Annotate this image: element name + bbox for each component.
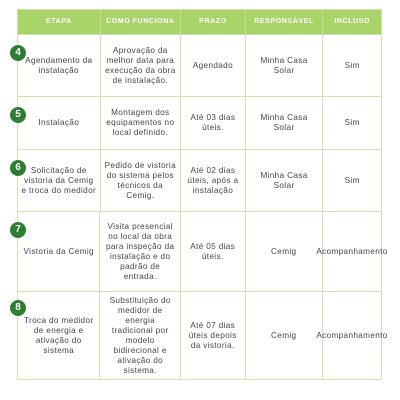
header-prazo: PRAZO	[181, 10, 246, 34]
steps-table	[15, 9, 388, 380]
cell-responsavel: Cemig	[246, 292, 323, 379]
step-number-badge: 8	[10, 300, 26, 316]
cell-responsavel: Minha Casa Solar	[246, 35, 324, 96]
cell-prazo: Até 02 dias úteis, após a instalação	[181, 150, 246, 211]
cell-como-funciona: Montagem dos equipamentos no local definido.	[101, 97, 182, 149]
cell-como-funciona: Visita presencial no local da obra para inspeção da instalação e do padrão de entrada.	[100, 212, 180, 291]
header-incluso: INCLUSO	[334, 18, 371, 25]
cell-prazo: Até 05 dias úteis.	[181, 212, 246, 291]
cell-prazo: Até 07 dias úteis depois da vistoria.	[181, 292, 246, 379]
table-row	[15, 35, 381, 97]
step-number-badge: 4	[10, 45, 26, 61]
cell-como-funciona: Aprovação da melhor data para execução da obra de instalação.	[101, 35, 182, 96]
cell-prazo: Agendado	[181, 35, 246, 96]
table-row	[15, 150, 381, 212]
header-etapa: ETAPA	[18, 10, 101, 34]
cell-como-funciona: Substituição do medidor de energia tradicional por modelo bidirecional e ativação do sistema.	[100, 292, 180, 379]
cell-responsavel: Minha Casa Solar	[246, 97, 324, 149]
cell-responsavel: Minha Casa Solar	[246, 150, 324, 211]
cell-etapa: Agendamento da instalação	[18, 35, 101, 96]
step-number-badge: 7	[10, 222, 26, 238]
cell-prazo: Até 03 dias úteis.	[181, 97, 246, 149]
header-responsavel: RESPONSÁVEL	[246, 10, 324, 34]
cell-etapa: Solicitação de vistoria da Cemig e troca do medidor	[18, 150, 101, 211]
cell-como-funciona: Pedido de vistoria do sistema pelos técnicos da Cemig.	[101, 150, 182, 211]
cell-etapa: Instalação	[18, 97, 101, 149]
step-number-badge: 6	[10, 160, 26, 176]
cell-responsavel: Cemig	[246, 212, 323, 291]
table-row	[15, 97, 381, 150]
cell-incluso: Sim	[344, 175, 360, 185]
cell-etapa: Troca do medidor de energia e ativação do sistema	[18, 292, 100, 379]
table-row	[15, 292, 388, 379]
cell-incluso: Acompanhamento	[316, 330, 388, 340]
cell-incluso: Acompanhamento	[316, 246, 388, 256]
cell-incluso: Sim	[344, 60, 360, 70]
step-number-badge: 5	[10, 107, 26, 123]
cell-incluso: Sim	[344, 118, 360, 127]
table-row	[15, 212, 388, 292]
cell-etapa: Vistoria da Cemig	[18, 212, 100, 291]
table-header	[18, 10, 381, 35]
header-como-funciona: COMO FUNCIONA	[101, 10, 182, 34]
